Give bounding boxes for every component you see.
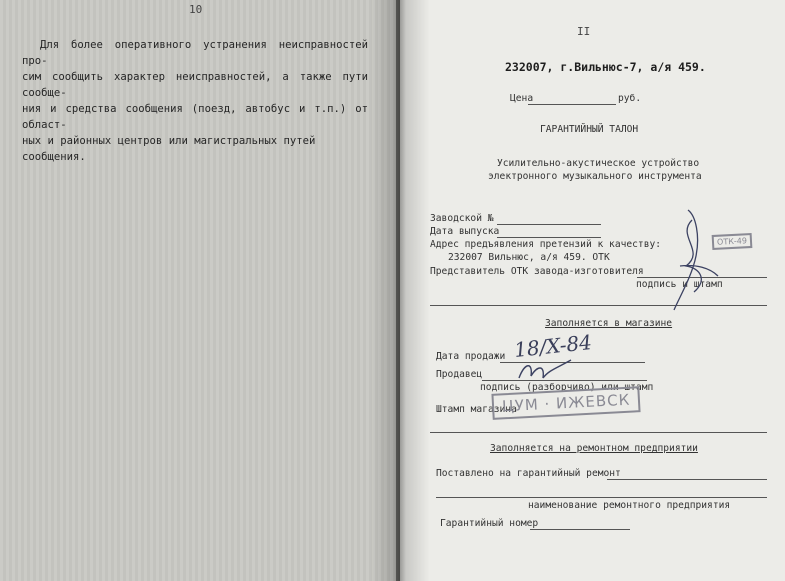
- price-unit: руб.: [618, 93, 642, 104]
- warranty-number-label: Гарантийный номер: [440, 518, 539, 529]
- seller-label: Продавец: [436, 369, 483, 380]
- paragraph-line: сим сообщить характер неисправностей, а также пути сообще-: [22, 71, 368, 99]
- right-page: [400, 0, 785, 581]
- repair-section-heading: Заполняется на ремонтном предприятии: [490, 443, 698, 454]
- warranty-repair-field: [607, 479, 767, 480]
- warranty-title: ГАРАНТИЙНЫЙ ТАЛОН: [540, 124, 639, 135]
- otk-signature: [666, 206, 726, 316]
- store-stamp: ЦУМ · ИЖЕВСК: [491, 386, 640, 420]
- store-stamp-label: Штамп магазина: [436, 404, 517, 415]
- sale-date-label: Дата продажи: [436, 351, 506, 362]
- instructions-paragraph: [22, 37, 368, 165]
- seller-signature: [515, 356, 575, 386]
- right-page-number: II: [577, 25, 591, 38]
- left-page-number: 10: [189, 3, 203, 16]
- seller-caption: подпись (разборчиво) или штамп: [480, 382, 654, 393]
- repair-org-line: [436, 497, 767, 498]
- warranty-repair-label: Поставлено на гарантийный ремонт: [436, 468, 621, 479]
- paragraph-line: ния и средства сообщения (поезд, автобус и т.п.) от област-: [22, 103, 368, 131]
- otk-stamp: ОТК-49: [712, 233, 753, 250]
- serial-number-label: Заводской №: [430, 213, 494, 224]
- signature-stamp-caption: подпись и штамп: [636, 279, 723, 290]
- release-date-field: [497, 237, 601, 238]
- claims-address-label: Адрес предъявления претензий к качеству:: [430, 239, 662, 250]
- otk-representative-label: Представитель ОТК завода-изготовителя: [430, 266, 644, 277]
- price-label: Цена: [510, 93, 534, 104]
- sale-date-handwritten: 18/X-84: [512, 329, 593, 363]
- warranty-number-field: [530, 529, 630, 530]
- claims-address: 232007 Вильнюс, а/я 459. ОТК: [448, 252, 610, 263]
- repair-org-caption: наименование ремонтного предприятия: [528, 500, 731, 511]
- serial-number-field: [497, 224, 601, 225]
- store-separator-line: [430, 432, 767, 433]
- price-field: [528, 104, 616, 105]
- manufacturer-address: 232007, г.Вильнюс-7, а/я 459.: [505, 60, 706, 74]
- paragraph-line: Для более оперативного устранения неисправностей про-: [22, 39, 368, 67]
- store-section-heading: Заполняется в магазине: [545, 318, 673, 329]
- product-line-1: Усилительно-акустическое устройство: [497, 158, 700, 169]
- release-date-label: Дата выпуска: [430, 226, 500, 237]
- paragraph-line: ных и районных центров или магистральных путей сообщения.: [22, 135, 316, 163]
- book-gutter: [370, 0, 430, 581]
- product-line-2: электронного музыкального инструмента: [488, 171, 702, 182]
